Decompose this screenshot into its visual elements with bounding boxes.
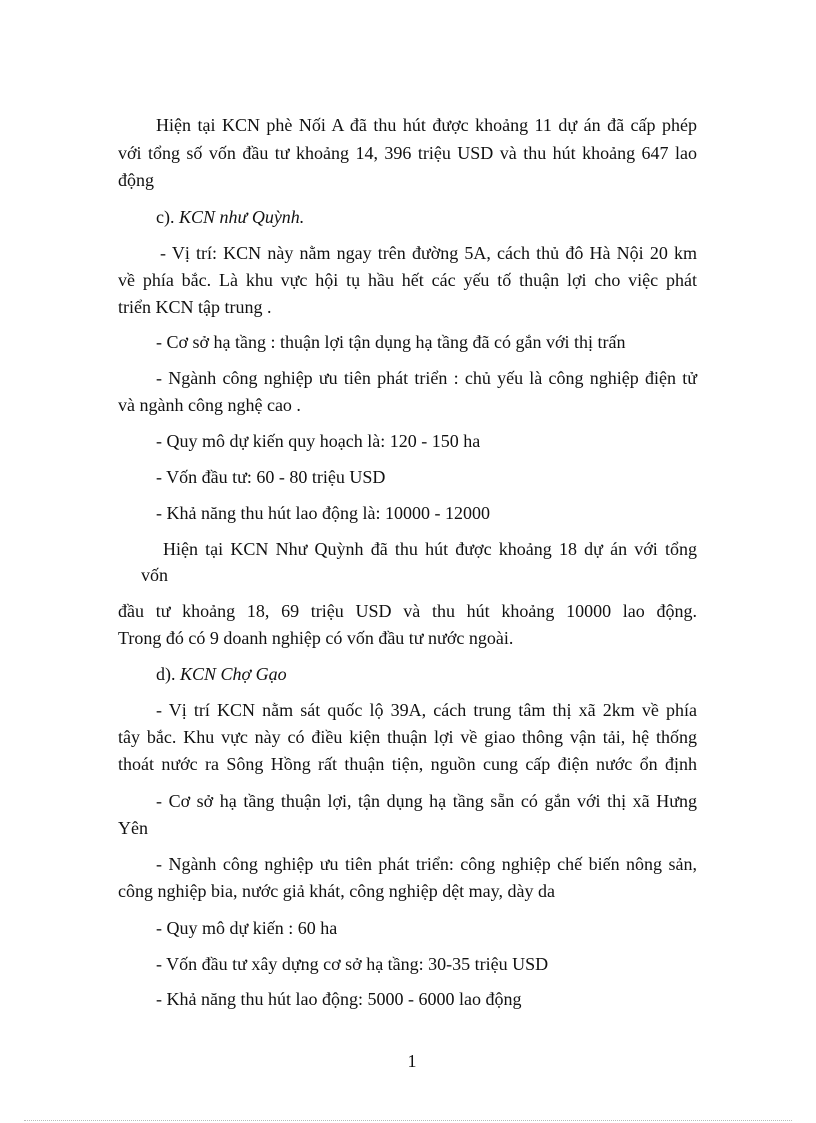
- heading-title: KCN như Quỳnh.: [178, 207, 305, 227]
- paragraph-line: với tổng số vốn đầu tư khoảng 14, 396 triệu USD và thu hút khoảng 647 lao: [118, 143, 697, 163]
- paragraph-line: đầu tư khoảng 18, 69 triệu USD và thu hút khoảng 10000 lao động.: [118, 601, 697, 621]
- paragraph-line: về phía bắc. Là khu vực hội tụ hầu hết các yếu tố thuận lợi cho việc phát: [118, 270, 697, 290]
- page-number: 1: [407, 1051, 417, 1071]
- paragraph-line: Trong đó có 9 doanh nghiệp có vốn đầu tư nước ngoài.: [118, 628, 514, 648]
- paragraph-line: - Vị trí: KCN này nằm ngay trên đường 5A, cách thủ đô Hà Nội 20 km: [160, 243, 697, 263]
- heading-number: c).: [156, 207, 179, 227]
- bullet-item: - Vốn đầu tư: 60 - 80 triệu USD: [156, 467, 386, 487]
- heading-title: KCN Chợ Gạo: [180, 664, 287, 684]
- paragraph-line: tây bắc. Khu vực này có điều kiện thuận lợi về giao thông vận tải, hệ thống: [118, 727, 697, 747]
- paragraph-line: thoát nước ra Sông Hồng rất thuận tiện, nguồn cung cấp điện nước ổn định: [118, 754, 697, 774]
- paragraph-line: Hiện tại KCN Như Quỳnh đã thu hút được khoảng 18 dự án với tổng: [163, 539, 697, 559]
- section-heading-c: [156, 206, 304, 228]
- bullet-item: - Cơ sở hạ tầng thuận lợi, tận dụng hạ tầng sẵn có gắn với thị xã Hưng: [156, 791, 697, 811]
- paragraph-line: vốn: [141, 565, 168, 585]
- paragraph-line: Hiện tại KCN phè Nối A đã thu hút được khoảng 11 dự án đã cấp phép: [156, 115, 697, 135]
- page-bottom-divider: [24, 1120, 792, 1121]
- bullet-item: - Ngành công nghiệp ưu tiên phát triển : chủ yếu là công nghiệp điện tử: [156, 368, 697, 388]
- bullet-item: - Khả năng thu hút lao động: 5000 - 6000 lao động: [156, 989, 522, 1009]
- section-heading-d: [156, 663, 287, 685]
- bullet-item: - Vị trí KCN nằm sát quốc lộ 39A, cách trung tâm thị xã 2km về phía: [156, 700, 697, 720]
- paragraph-line: Yên: [118, 818, 148, 838]
- paragraph-line: công nghiệp bia, nước giả khát, công nghiệp dệt may, dày da: [118, 881, 555, 901]
- bullet-item: - Quy mô dự kiến : 60 ha: [156, 918, 338, 938]
- bullet-item: - Vốn đầu tư xây dựng cơ sở hạ tầng: 30-35 triệu USD: [156, 954, 549, 974]
- bullet-item: - Khả năng thu hút lao động là: 10000 - 12000: [156, 503, 490, 523]
- bullet-item: - Cơ sở hạ tầng : thuận lợi tận dụng hạ tầng đã có gắn với thị trấn: [156, 332, 626, 352]
- paragraph-line: động: [118, 170, 154, 190]
- bullet-item: - Quy mô dự kiến quy hoạch là: 120 - 150 ha: [156, 431, 481, 451]
- bullet-item: - Ngành công nghiệp ưu tiên phát triển: công nghiệp chế biến nông sản,: [156, 854, 697, 874]
- heading-number: d).: [156, 664, 180, 684]
- paragraph-line: và ngành công nghệ cao .: [118, 395, 301, 415]
- paragraph-line: triển KCN tập trung .: [118, 297, 272, 317]
